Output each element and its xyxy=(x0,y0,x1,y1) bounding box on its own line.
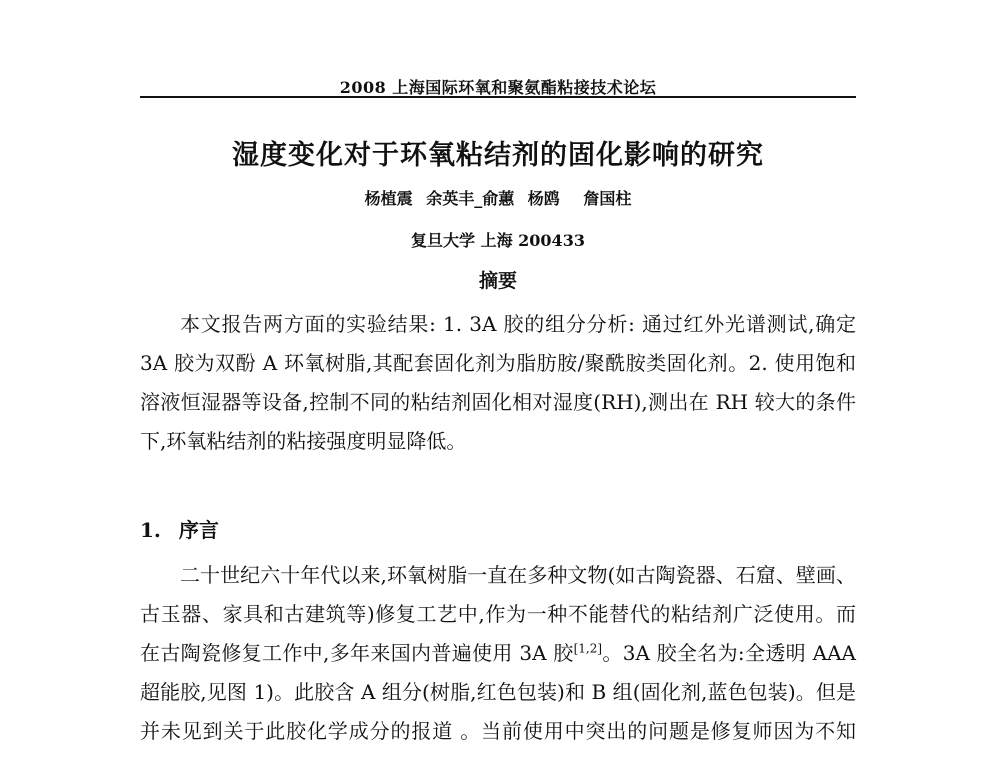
section-line xyxy=(140,641,856,665)
section-line: 并未见到关于此胶化学成分的报道 。当前使用中突出的问题是修复师因为不知 xyxy=(140,719,856,743)
author: 杨鸥 xyxy=(527,189,560,208)
section-line-part: 。3A 胶全名为:全透明 AAA xyxy=(602,641,857,665)
paper-title: 湿度变化对于环氧粘结剂的固化影响的研究 xyxy=(232,140,764,171)
abstract-line: 溶液恒湿器等设备,控制不同的粘结剂固化相对湿度(RH),测出在 RH 较大的条件 xyxy=(140,390,856,414)
author-list xyxy=(140,186,856,209)
section-heading xyxy=(140,514,219,543)
abstract-line: 本文报告两方面的实验结果: 1. 3A 胶的组分分析: 通过红外光谱测试,确定 xyxy=(180,312,856,336)
author: 余英丰_俞蕙 xyxy=(426,189,515,208)
author: 詹国柱 xyxy=(583,189,632,208)
section-title: 序言 xyxy=(178,518,219,542)
author: 杨植震 xyxy=(364,189,413,208)
section-number: 1. xyxy=(140,518,161,542)
section-line-part: 在古陶瓷修复工作中,多年来国内普遍使用 3A 胶 xyxy=(140,641,574,665)
abstract-line: 下,环氧粘结剂的粘接强度明显降低。 xyxy=(140,429,467,453)
section-line: 超能胶,见图 1)。此胶含 A 组分(树脂,红色包装)和 B 组(固化剂,蓝色包装)。但是 xyxy=(140,680,856,704)
citation-ref: [1,2] xyxy=(573,641,603,656)
section-line: 古玉器、家具和古建筑等)修复工艺中,作为一种不能替代的粘结剂广泛使用。而 xyxy=(140,602,856,626)
running-header: 2008 上海国际环氧和聚氨酯粘接技术论坛 xyxy=(339,78,657,97)
abstract-line: 3A 胶为双酚 A 环氧树脂,其配套固化剂为脂肪胺/聚酰胺类固化剂。2. 使用饱和 xyxy=(140,351,856,375)
header-rule xyxy=(140,96,856,98)
affiliation: 复旦大学 上海 200433 xyxy=(411,231,585,250)
section-line: 二十世纪六十年代以来,环氧树脂一直在多种文物(如古陶瓷器、石窟、壁画、 xyxy=(180,563,856,587)
abstract-heading: 摘要 xyxy=(478,270,517,292)
